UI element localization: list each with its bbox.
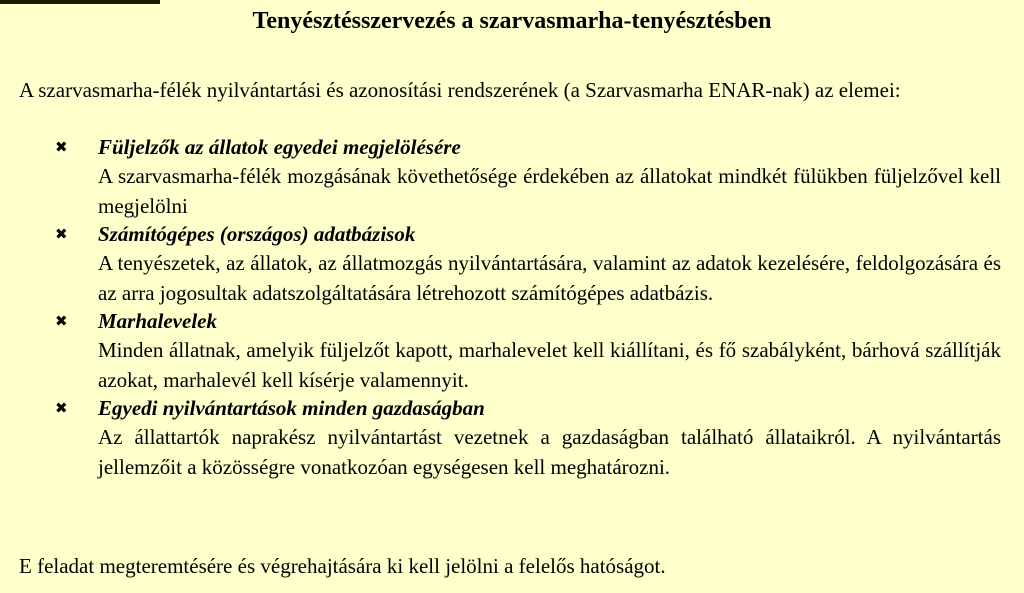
element-list xyxy=(55,134,1001,482)
list-item-farm-registers xyxy=(55,395,1001,482)
list-item-description: A tenyészetek, az állatok, az állatmozgás nyilvántartására, valamint az adatok kezelésére, feldolgozására és az arra jogosultak adatszolgáltatására létrehozott számítógépes adatbázis. xyxy=(98,251,1001,305)
list-item-description: A szarvasmarha-félék mozgásának követhetősége érdekében az állatokat mindkét fülükben füljelzővel kell megjelölni xyxy=(98,164,1001,218)
x-bullet-icon: ✖ xyxy=(55,399,68,417)
list-item-title: Marhalevelek xyxy=(98,309,217,333)
conclusion-paragraph: E feladat megteremtésére és végrehajtására ki kell jelölni a felelős hatóságot. xyxy=(19,554,666,578)
list-item-description: Az állattartók naprakész nyilvántartást vezetnek a gazdaságban található állataikról. A nyilvántartás jellemzőit a közösségre vonatkozóan egységesen kell meghatározni. xyxy=(98,425,1001,479)
header-strip xyxy=(0,0,160,4)
page-title: Tenyésztésszervezés a szarvasmarha-tenyésztésben xyxy=(252,8,772,34)
list-item-databases xyxy=(55,221,1001,308)
list-item-cattle-passports xyxy=(55,308,1001,395)
list-item-title: Egyedi nyilvántartások minden gazdaságban xyxy=(98,396,485,420)
list-item-title: Számítógépes (országos) adatbázisok xyxy=(98,222,416,246)
list-item-description: Minden állatnak, amelyik füljelzőt kapott, marhalevelet kell kiállítani, és fő szabályként, bárhová szállítják azokat, marhalevél kell kísérje valamennyit. xyxy=(98,338,1001,392)
list-item-title: Füljelzők az állatok egyedei megjelölésére xyxy=(98,135,461,159)
list-item-ear-tags xyxy=(55,134,1001,221)
x-bullet-icon: ✖ xyxy=(55,138,68,156)
x-bullet-icon: ✖ xyxy=(55,312,68,330)
intro-paragraph: A szarvasmarha-félék nyilvántartási és azonosítási rendszerének (a Szarvasmarha ENAR-nak) az elemei: xyxy=(19,78,901,102)
x-bullet-icon: ✖ xyxy=(55,225,68,243)
